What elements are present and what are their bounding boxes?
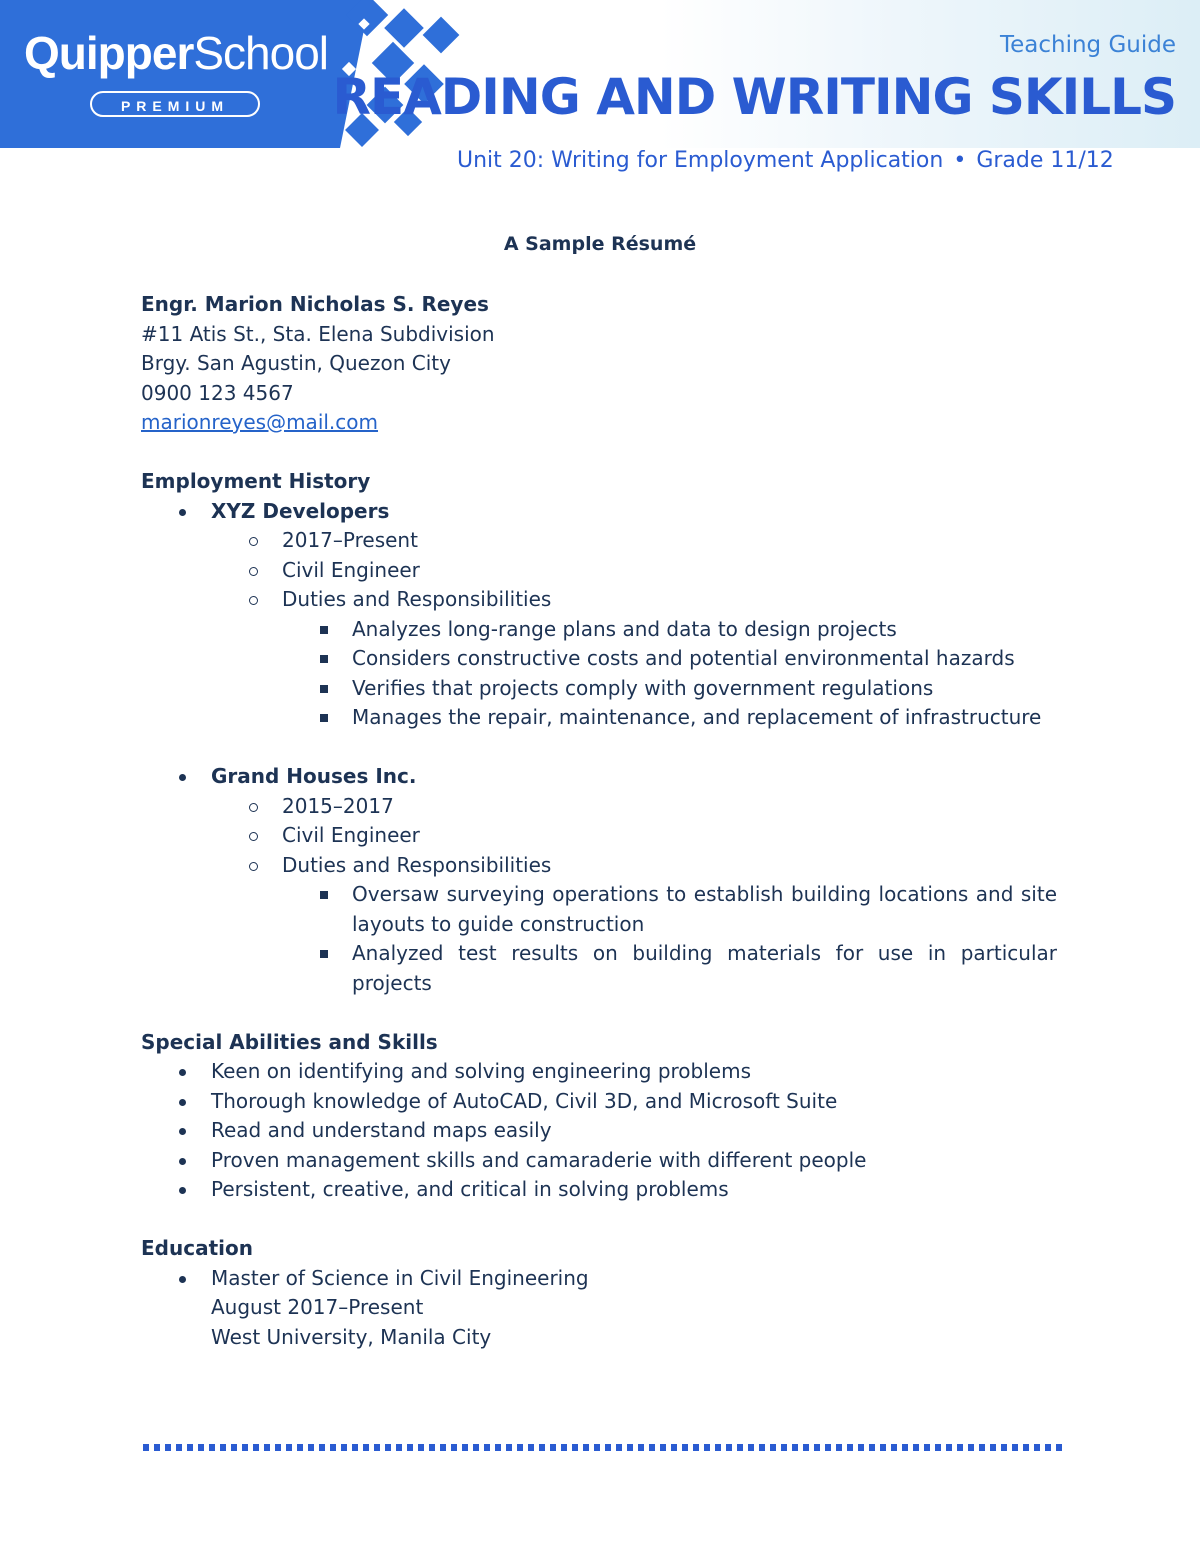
contact-phone: 0900 123 4567 xyxy=(141,380,294,405)
skill-item: Read and understand maps easily xyxy=(141,1116,1061,1146)
teaching-guide-label: Teaching Guide xyxy=(999,32,1176,58)
job-duty: Considers constructive costs and potential environmental hazards xyxy=(141,644,1061,674)
resume-body xyxy=(141,290,1061,1352)
contact-name: Engr. Marion Nicholas S. Reyes xyxy=(141,292,489,316)
job-duty: Manages the repair, maintenance, and replacement of infrastructure xyxy=(141,703,1061,733)
job-duty: Analyzes long-range plans and data to design projects xyxy=(141,615,1061,645)
document-title: A Sample Résumé xyxy=(503,233,697,255)
education-heading: Education xyxy=(141,1236,253,1260)
employment-heading: Employment History xyxy=(141,469,371,493)
education-school: West University, Manila City xyxy=(211,1324,492,1349)
job-duty: Verifies that projects comply with government regulations xyxy=(141,674,1061,704)
skill-item: Thorough knowledge of AutoCAD, Civil 3D, and Microsoft Suite xyxy=(141,1087,1061,1117)
job-company: XYZ Developers xyxy=(141,497,1061,527)
skills-heading: Special Abilities and Skills xyxy=(141,1029,438,1054)
job-duties-label: Duties and Responsibilities xyxy=(141,851,1061,881)
job-role: Civil Engineer xyxy=(141,556,1061,586)
contact-address-line-1: #11 Atis St., Sta. Elena Subdivision xyxy=(141,321,495,346)
unit-title: Unit 20: Writing for Employment Application xyxy=(457,148,944,173)
job-company: Grand Houses Inc. xyxy=(141,762,1061,792)
job-role: Civil Engineer xyxy=(141,821,1061,851)
grade-level: Grade 11/12 xyxy=(976,148,1114,173)
contact-email-link[interactable]: marionreyes@mail.com xyxy=(141,410,379,434)
skill-item: Persistent, creative, and critical in solving problems xyxy=(141,1175,1061,1205)
education-period: August 2017–Present xyxy=(211,1295,424,1319)
skill-item: Proven management skills and camaraderie with different people xyxy=(141,1146,1061,1176)
unit-line xyxy=(457,148,1114,173)
subject-title: READING AND WRITING SKILLS xyxy=(332,68,1176,126)
logo-regular-text: School xyxy=(193,27,328,79)
contact-address-line-2: Brgy. San Agustin, Quezon City xyxy=(141,351,451,375)
footer-dotted-divider xyxy=(143,1444,1063,1451)
premium-badge: PREMIUM xyxy=(90,91,260,117)
job-period: 2017–Present xyxy=(141,526,1061,556)
quipper-school-logo xyxy=(24,26,328,80)
skill-item: Keen on identifying and solving engineering problems xyxy=(141,1057,1061,1087)
unit-separator: • xyxy=(953,148,967,173)
job-duties-label: Duties and Responsibilities xyxy=(141,585,1061,615)
job-duty: Analyzed test results on building materials for use in particular projects xyxy=(141,939,1057,998)
education-degree: Master of Science in Civil Engineering xyxy=(141,1264,1061,1294)
job-period: 2015–2017 xyxy=(141,792,1061,822)
job-duty: Oversaw surveying operations to establish building locations and site layouts to guide construction xyxy=(141,880,1057,939)
logo-bold-text: Quipper xyxy=(24,27,194,79)
